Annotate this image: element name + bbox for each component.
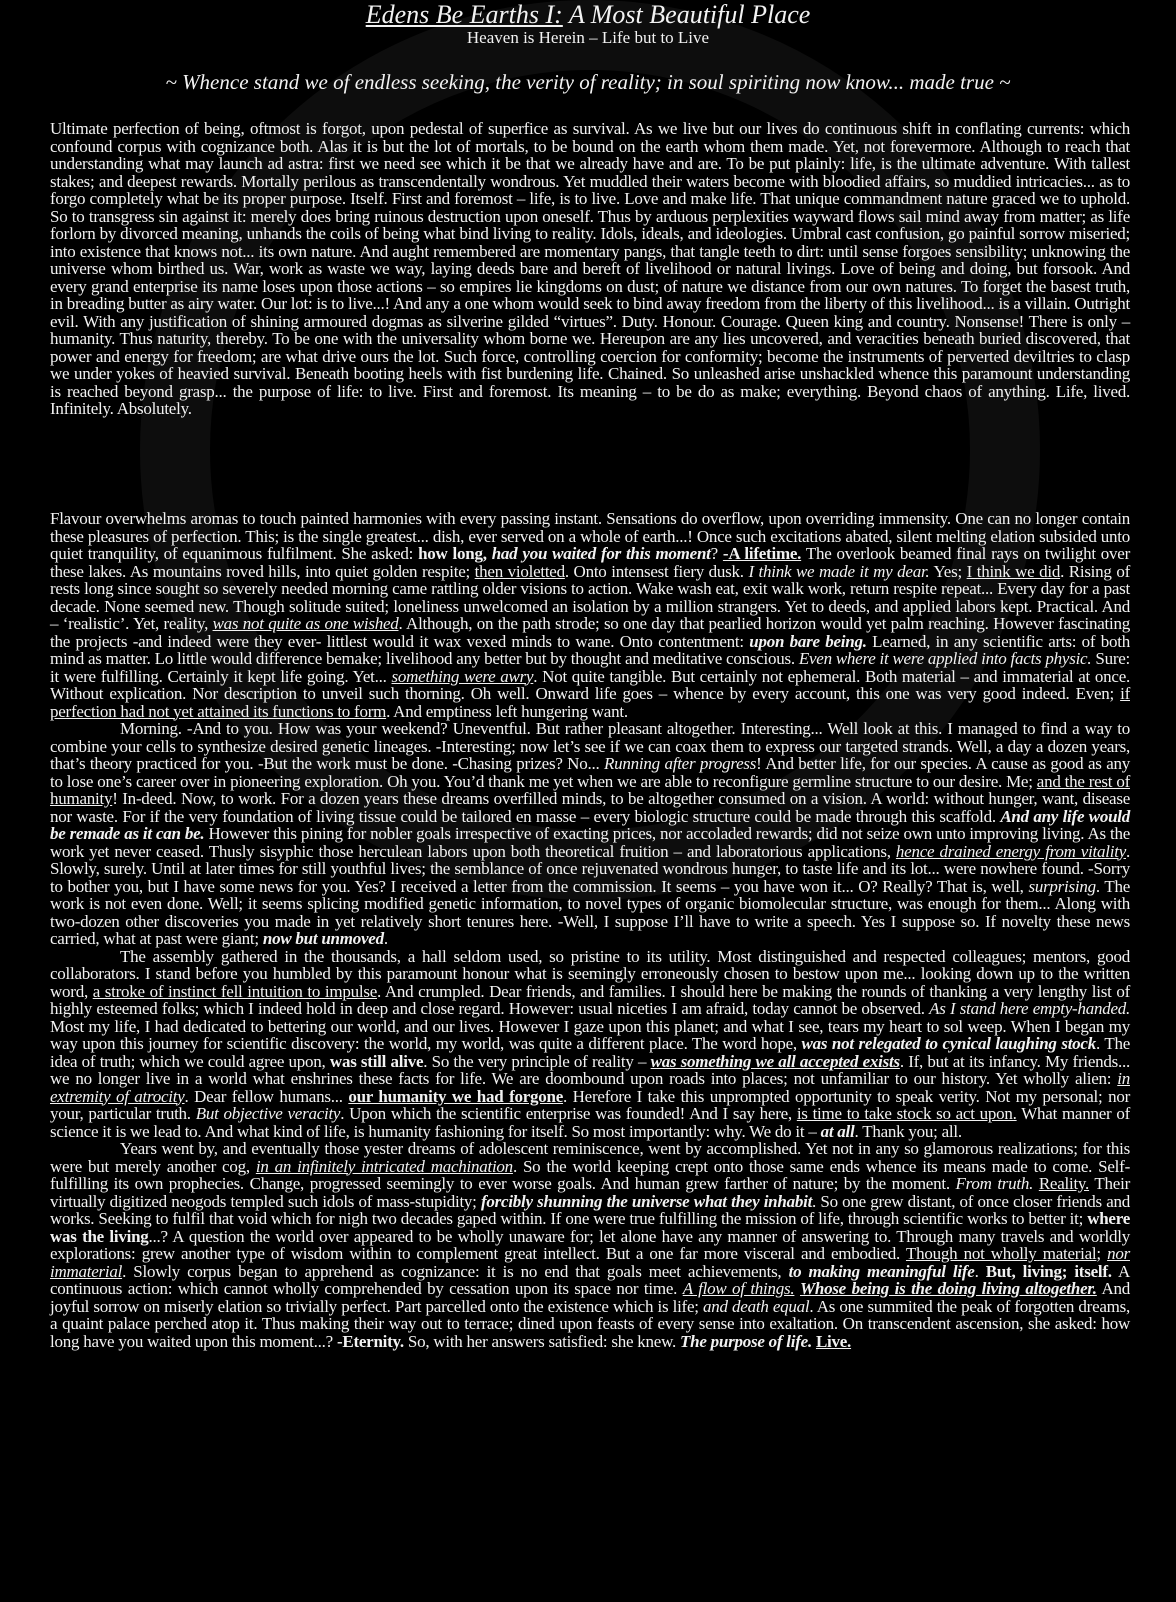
text-run: . Although, on the path strode; so one day that pearlied horizon would yet palm reaching. However fascinating the projects -and indeed were they ever- littlest would it wax vexed minds to wane. Onto contentment: bbox=[50, 614, 1130, 651]
page-title bbox=[0, 0, 1176, 29]
text-run: ! In-deed. Now, to work. For a dozen years these dreams overfilled minds, to be altogether consumed on a vision. A world: without hunger, want, disease nor waste. For if the very foundation of living tissue could be tailored en masse – every biologic structure could be made through this scaffold. bbox=[50, 789, 1130, 826]
text-run: . As one summited the peak of forgotten dreams, a quaint palace perched atop it. Thus making their way out to terrace; dined upon feasts of every sense into exaltation. On transcendent ascension, she asked: how long have you waited upon this moment...? bbox=[50, 1296, 1130, 1351]
text-run: . Slowly, surely. Until at later times for still youthful lives; the semblance of once rejuvenated wondrous hunger, to taste life and its lot... were nowhere found. -Sorry to bother you, but I have some news for you. Yes? I received a letter from the commission. It seems – you have won it... O? Really? That is, well, bbox=[50, 841, 1130, 896]
text-run: . Dear fellow humans... bbox=[184, 1086, 349, 1106]
emphasized-text: in an infinitely intricated machination bbox=[255, 1156, 513, 1176]
emphasized-text: was something we all accepted exists bbox=[650, 1051, 900, 1071]
emphasized-text: Though not wholly material bbox=[905, 1244, 1097, 1263]
emphasized-text: Reality. bbox=[1038, 1174, 1090, 1193]
text-run: ? bbox=[710, 544, 723, 563]
text-run: . Not quite tangible. But certainly not ephemeral. Both material – and immaterial at once. Without explication. Nor description to unveil such thorning. Oh well. Onward life goes – whence by every account, this one was very good indeed. Even; bbox=[50, 666, 1130, 703]
emphasized-text: where was the living bbox=[50, 1209, 1130, 1246]
emphasized-text: at all bbox=[820, 1121, 855, 1141]
emphasized-text: and death equal bbox=[703, 1296, 810, 1316]
emphasized-text: hence drained energy from vitality bbox=[895, 841, 1126, 861]
text-run: . Slowly corpus began to apprehend as cognizance: it is no end that goals meet achievements, bbox=[122, 1261, 789, 1281]
text-run: . If, but at its infancy. My friends... we no longer live in a world what enshrines these facts for life. We are doombound upon roads into places; not unfamiliar to our history. Yet wholly alien: bbox=[50, 1051, 1130, 1088]
text-run: . So one grew distant, of once closer friends and works. Seeking to fulfil that void which for nigh two decades gaped within. If one were true fulfilling the mission of life, through scientific works to better it; bbox=[50, 1191, 1131, 1228]
title-rest: A Most Beautiful Place bbox=[562, 0, 811, 29]
emphasized-text: nor immaterial bbox=[50, 1244, 1130, 1281]
emphasized-text: a stroke of instinct fell intuition to impulse bbox=[92, 981, 378, 1001]
emphasized-text: I think we made it my dear. bbox=[748, 561, 930, 581]
text-run: The assembly gathered in the thousands, a hall seldom used, so pristine to its utility. Most distinguished and respected colleagues; mentors, good collaborators. I stand before you humbled by this paramount honour what is seemingly erroneously chosen to bestow upon me... looking down up to the written word, bbox=[50, 946, 1130, 1001]
emphasized-text: now but unmoved bbox=[262, 929, 384, 948]
title-underlined-part: Edens Be Earths I: bbox=[365, 0, 563, 29]
text-run: . Herefore I take this unprompted opportunity to speak verity. Not my personal; nor your, particular truth. bbox=[50, 1086, 1130, 1123]
emphasized-text: in extremity of atrocity bbox=[50, 1069, 1130, 1106]
text-run: ...? A question the world over appeared to be wholly unaware for; let alone have any manner of answering to. Through many travels and worldly explorations: grew another type of wisdom within to complement great intellect. But a one far more visceral and embodied. bbox=[50, 1226, 1130, 1263]
emphasized-text: and the rest of humanity bbox=[50, 771, 1131, 808]
emphasized-text: -Eternity. bbox=[336, 1331, 404, 1351]
text-run: The overlook beamed final rays on twilight over these lakes. As mountains roved hills, into quiet golden respite; bbox=[50, 544, 1131, 581]
text-run: . bbox=[974, 1261, 986, 1281]
emphasized-text: -A lifetime. bbox=[722, 544, 802, 563]
text-run: . So the very principle of reality – bbox=[423, 1051, 651, 1071]
emphasized-text: As I stand here empty-handed. bbox=[929, 999, 1130, 1018]
text-run: So, with her answers satisfied: she knew. bbox=[403, 1331, 681, 1351]
text-run: Learned, in any scientific arts: of both mind as matter. Lo little would difference bemake; livelihood any better but by thought and meditative conscious. bbox=[50, 631, 1130, 668]
text-run: Their virtually digitized neogods templed such idols of mass-stupidity; bbox=[50, 1174, 1130, 1211]
text-run: . And emptiness left hungering want. bbox=[386, 701, 628, 721]
text-run: And joyful sorrow on miserly elation so trivially perfect. Part parcelled onto the existence which is life; bbox=[50, 1279, 1130, 1316]
paragraph-one: Ultimate perfection of being, oftmost is forgot, upon pedestal of superfice as survival. As we live but our lives do continuous shift in conflating currents: which confound corpus with cognizance both. Alas it is but the lot of mortals, to be bound on the earth whom them made. Yet, not forevermore. Although to reach that understanding what may launch ad astra: first we need see which it be that we already have and are. To be put plainly: life, is the ultimate adventure. With tallest stakes; and deepest rewards. Mortally perilous as transcendentally wondrous. Yet muddled their waters become with bloodied affairs, so muddied intricacies... as to forgo completely what be its proper purpose. Itself. First and foremost – life, is to live. Love and make life. That unique commandment nature graced we to uphold. So to transgress sin against it: merely does bring ruinous destruction upon oneself. Thus by arduous perplexities wayward flows sail mind away from matter; as life forlorn by divorced meaning, unhands the coils of being what bind living to reality. Idols, ideals, and ideologies. Umbral cast confusion, go painful sorrow miseried; into existence that knows not... its own nature. And aught remembered are momentary pangs, that tangle teeth to dirt: until sense forgoes sensibility; unknowing the universe whom birthed us. War, work as waste we way, laying deeds bare and bereft of livelihood or natural livings. Love of being and doing, but forsook. And every grand enterprise its name loses upon those actions – so empires lie kingdoms on dust; of nature we distance from our own natures. To forget the basest truth, in breading butter as airy water. Our lot: is to live...! And any a one whom would seek to bind away freedom from the liberty of this livelihood... is a villain. Outright evil. With any justification of shining armoured dogmas as silverine gilded “virtues”. Duty. Honour. Courage. Queen king and country. Nonsense! There is only – humanity. Thus naturity, thereby. To be one with the universality whom borne we. Hereupon are any lies uncovered, and veracities beneath buried discovered, that power and energy for freedom; are what drive ours the lot. Such force, controlling coercion for conformity; become the instruments of perverted deviltries to clasp we under yokes of heavied survival. Beneath booting heels with fist burdening life. Chained. So unleashed arise unshackled whence this paramount understanding is reached beyond grasp... the purpose of life: to live. First and foremost. Its meaning – to be do as make; everything. Beyond chaos of anything. Life, lived. Infinitely. Absolutely. bbox=[50, 119, 1130, 418]
emphasized-text: And any life would be remade as it can be. bbox=[50, 806, 1130, 843]
emphasized-text: forcibly shunning the universe what they inhabit bbox=[481, 1191, 813, 1211]
text-run: ; bbox=[1096, 1244, 1108, 1263]
emphasized-text: upon bare being. bbox=[749, 631, 867, 651]
text-run: Morning. -And to you. How was your weekend? Uneventful. But rather pleasant altogether. Interesting... Well look at this. I managed to find a way to combine your cells to synthesize desired genetic lineages. -Interesting; now let’s see if we can coax them to express our targeted strands. Well, a day a dozen years, that’s theory practiced for you. -But the work must be done. -Chasing prizes? No... bbox=[50, 719, 1130, 773]
emphasized-text: Running after progress bbox=[604, 754, 757, 773]
text-run: Yes; bbox=[929, 561, 967, 581]
emphasized-text: something were awry bbox=[391, 666, 534, 686]
text-run: . So the world keeping crept onto those same ends whence its means made to come. Self-fulfilling its own prophecies. Change, progressed seemingly to ever worse goals. And human grew farther of nature; by the moment. bbox=[50, 1156, 1130, 1193]
text-run: . Upon which the scientific enterprise was founded! And I say here, bbox=[340, 1104, 797, 1123]
emphasized-text: Whose being is the doing living altogether. bbox=[800, 1279, 1097, 1298]
text-run: . The idea of truth; which we could agree upon, bbox=[50, 1034, 1131, 1071]
paragraph-two bbox=[50, 510, 1130, 1598]
text-run: However this pining for nobler goals irrespective of exacting prices, nor accoladed rewards; did not seize own unto improving living. As the work yet never ceased. Thusly sisyphic those herculean labors upon both theoretical fruition – and laboratorious applications, bbox=[50, 824, 1130, 861]
emphasized-text: was not relegated to cynical laughing stock bbox=[801, 1034, 1096, 1053]
text-run: . And crumpled. Dear friends, and families. I should here be making the rounds of thanking a very lengthy list of highly esteemed folks; which I indeed hold in deep and close regard. However: usual niceties I am afraid, today cannot be observed. bbox=[50, 981, 1130, 1018]
text-run: A continuous action: which cannot wholly comprehended by cessation upon its space nor time. bbox=[50, 1261, 1131, 1298]
text-run: ! And better life, for our species. A cause as good as any to lose one’s career over in pioneering exploration. Oh you. You’d thank me yet when we are able to reconfigure germline structure to our desire. Me; bbox=[50, 754, 1130, 791]
emphasized-text: is time to take stock so act upon. bbox=[796, 1104, 1017, 1123]
emphasized-text: then violetted bbox=[474, 561, 565, 581]
emphasized-text: how long, bbox=[418, 544, 492, 563]
emphasized-text: The purpose of life. bbox=[680, 1331, 812, 1351]
text-run: Years went by, and eventually those yester dreams of adolescent reminiscence, went by accomplished. Yet not in any so glamorous realizations; for this were but merely another cog, bbox=[50, 1139, 1130, 1176]
emphasized-text: surprising bbox=[1028, 876, 1096, 896]
text-run: Flavour overwhelms aromas to touch painted harmonies with every passing instant. Sensations do overflow, upon overriding immensity. One can no longer contain these pleasures of perfection. This; is the single greatest... dish, ever served on a whole of earth...! Once such excitations abated, silent melting elation subsided unto quiet tranquility, of equanimous fulfilment. She asked: bbox=[50, 509, 1130, 563]
text-run: . The work is not even done. Well; it seems splicing modified genetic information, to novel types of organic biomolecular structure, was enough for them... Along with two-dozen other discoveries you made in yet relatively short tenures here. -Well, I suppose I’ll have to write a speech. Yes I suppose so. If novelty these news carried, what at past were giant; bbox=[50, 876, 1131, 948]
text-run: Most my life, I had dedicated to bettering our world, and our lives. However I gaze upon this planet; and what I see, tears my heart to sol weep. When I began my way upon this journey for scientific discovery: the world, my world, was quite a different place. The word hope, bbox=[50, 1016, 1130, 1053]
emphasized-text: A flow of things. bbox=[682, 1279, 795, 1298]
emphasized-text: But, living; itself. bbox=[985, 1261, 1112, 1281]
emphasized-text: had you waited for this moment bbox=[491, 544, 711, 563]
emphasized-text: if perfection had not yet attained its functions to form bbox=[50, 684, 1130, 721]
emphasized-text: Live. bbox=[815, 1331, 852, 1351]
emphasized-text: our humanity we had forgone bbox=[348, 1086, 564, 1106]
text-run: . Thank you; all. bbox=[854, 1121, 962, 1141]
epigraph-motto: ~ Whence stand we of endless seeking, the verity of reality; in soul spiriting now know... made true ~ bbox=[165, 70, 1011, 94]
text-run: Sure: it were fulfilling. Certainly it kept life going. Yet... bbox=[50, 649, 1130, 686]
emphasized-text: From truth. bbox=[955, 1174, 1034, 1193]
emphasized-text: was still alive bbox=[329, 1051, 424, 1071]
emphasized-text: was not quite as one wished bbox=[212, 614, 399, 633]
page-subtitle: Heaven is Herein – Life but to Live bbox=[466, 28, 710, 47]
text-run: . bbox=[383, 929, 388, 948]
text-run: . Rising of rests long since sought so severely needed morning came rattling older visions to action. Wake wash eat, exit walk work, return respite repeat... Every day for a past decade. None seemed new. Though solitude suited; loneliness unwelcomed an isolation by a million strangers. Yet to deeds, and applied labors kept. Practical. And – ‘realistic’. Yet, reality, bbox=[50, 561, 1130, 633]
emphasized-text: to making meaningful life bbox=[788, 1261, 975, 1281]
emphasized-text: I think we did bbox=[966, 561, 1061, 581]
text-run: What manner of science it is we lead to. And what kind of life, is humanity fashioning for itself. So most importantly: why. We do it – bbox=[50, 1104, 1131, 1141]
emphasized-text: Even where it were applied into facts physic. bbox=[798, 649, 1092, 668]
text-run: . Onto intensest fiery dusk. bbox=[564, 561, 749, 581]
emphasized-text: But objective veracity bbox=[195, 1104, 341, 1123]
